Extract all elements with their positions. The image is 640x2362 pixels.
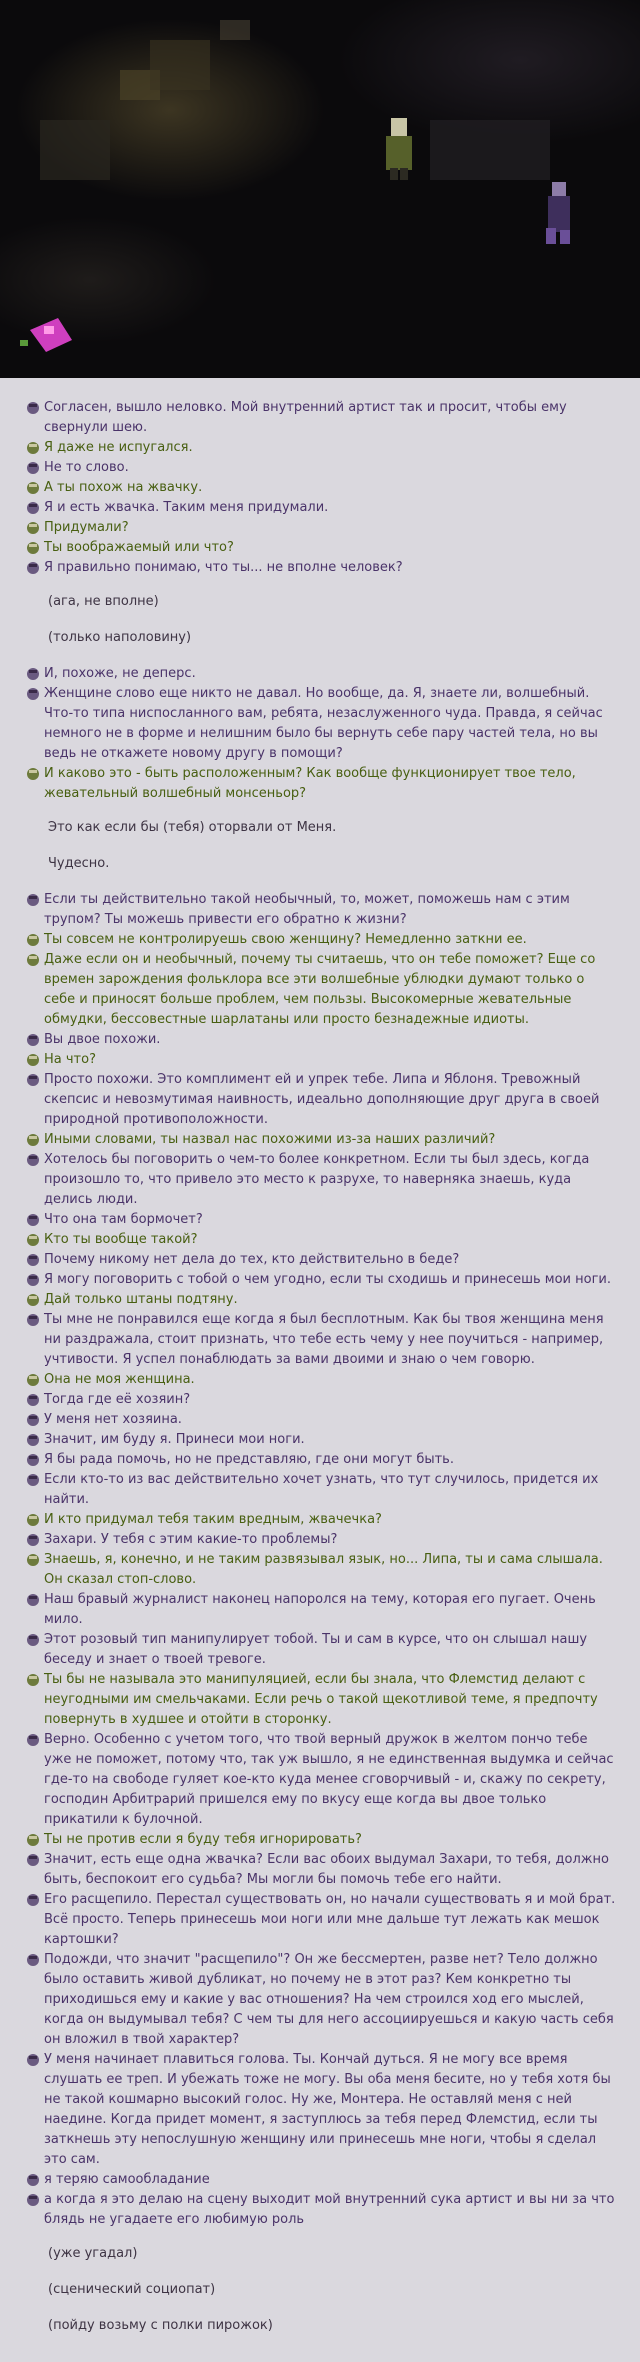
- purple-speaker-icon: [26, 1853, 40, 1867]
- dialogue-text: Даже если он и необычный, почему ты считаешь, что он тебе поможет? Еще со времен зарождения фольклора все эти волшебные ублюдки думают только о себе и приносят больше проблем, чем пользы. Высокомерные жевательные обмудки, бессовестные шарлатаны или просто безнадежные идиоты.: [44, 952, 596, 1027]
- dialogue-text: Знаешь, я, конечно, и не таким развязывал язык, но... Липа, ты и сама слышала. Он сказал стоп-слово.: [44, 1552, 603, 1587]
- purple-speaker-icon: [26, 1533, 40, 1547]
- dialogue-line: [26, 1390, 618, 1410]
- dialogue-text: Его расщепило. Перестал существовать он, но начали существовать я и мой брат. Всё просто. Теперь принесешь мои ноги или мне дальше тут лежать как мешок картошки?: [44, 1892, 616, 1947]
- purple-speaker-icon: [26, 2173, 40, 2187]
- dialogue-line: [26, 1410, 618, 1430]
- purple-speaker-icon: [26, 1273, 40, 1287]
- dialogue-line: [26, 1150, 618, 1210]
- narration-note: [26, 628, 618, 648]
- dialogue-line: [26, 1070, 618, 1130]
- purple-speaker-icon: [26, 1473, 40, 1487]
- green-speaker-icon: [26, 933, 40, 947]
- dialogue-text: Кто ты вообще такой?: [44, 1232, 198, 1247]
- dialogue-line: [26, 1130, 618, 1150]
- purple-speaker-icon: [26, 1073, 40, 1087]
- game-scene: [0, 0, 640, 378]
- purple-speaker-icon: [26, 1313, 40, 1327]
- dialogue-text: Я даже не испугался.: [44, 440, 193, 455]
- dialogue-text: Ты бы не называла это манипуляцией, если бы знала, что Флемстид делают с неугодными им смельчаками. Если речь о такой щекотливой теме, я предпочту повернуть в худшее и отойти в сторонку.: [44, 1672, 598, 1727]
- dialogue-text: Захари. У тебя с этим какие-то проблемы?: [44, 1532, 338, 1547]
- purple-speaker-icon: [26, 1033, 40, 1047]
- dialogue-text: (уже угадал): [48, 2246, 138, 2261]
- purple-speaker-icon: [26, 561, 40, 575]
- purple-speaker-icon: [26, 1433, 40, 1447]
- dialogue-text: Это как если бы (тебя) оторвали от Меня.: [48, 820, 337, 835]
- dialogue-line: [26, 1450, 618, 1470]
- dialogue-line: [26, 1290, 618, 1310]
- purple-speaker-icon: [26, 1253, 40, 1267]
- purple-speaker-icon: [26, 1633, 40, 1647]
- dialogue-text: Она не моя женщина.: [44, 1372, 195, 1387]
- purple-speaker-icon: [26, 1593, 40, 1607]
- narration-note: [26, 854, 618, 874]
- glowing-pink-object: [20, 318, 72, 352]
- purple-speaker-icon: [26, 461, 40, 475]
- dialogue-line: [26, 1950, 618, 2050]
- dialogue-line: [26, 890, 618, 930]
- dialogue-line: [26, 458, 618, 478]
- purple-speaker-icon: [26, 501, 40, 515]
- dialogue-text: Если кто-то из вас действительно хочет узнать, что тут случилось, придется их найти.: [44, 1472, 599, 1507]
- purple-speaker-icon: [26, 1893, 40, 1907]
- green-speaker-icon: [26, 481, 40, 495]
- dialogue-text: И каково это - быть расположенным? Как вообще функционирует твое тело, жевательный волшебный монсеньор?: [44, 766, 576, 801]
- dialogue-text: Женщине слово еще никто не давал. Но вообще, да. Я, знаете ли, волшебный. Что-то типа ниспосланного вам, ребята, незаслуженного чуда. Правда, я сейчас немного не в форме и нелишним было бы вернуть себе пару частей тела, но вы ведь не откажете новому другу в помощи?: [44, 686, 603, 761]
- dialogue-text: Иными словами, ты назвал нас похожими из-за наших различий?: [44, 1132, 496, 1147]
- dialogue-text: Ты не против если я буду тебя игнорировать?: [44, 1832, 362, 1847]
- narration-note: [26, 2316, 618, 2336]
- dialogue-line: [26, 1850, 618, 1890]
- dialogue-text: Ты совсем не контролируешь свою женщину? Немедленно заткни ее.: [44, 932, 527, 947]
- dialogue-line: [26, 398, 618, 438]
- dialogue-text: Не то слово.: [44, 460, 129, 475]
- dialogue-text: Почему никому нет дела до тех, кто действительно в беде?: [44, 1252, 460, 1267]
- purple-speaker-icon: [26, 1153, 40, 1167]
- green-speaker-icon: [26, 1673, 40, 1687]
- dialogue-text: Этот розовый тип манипулирует тобой. Ты и сам в курсе, что он слышал нашу беседу и знает о твоей тревоге.: [44, 1632, 588, 1667]
- dialogue-line: [26, 558, 618, 578]
- purple-speaker-icon: [26, 2193, 40, 2207]
- purple-speaker-icon: [26, 2053, 40, 2067]
- green-character-sprite: [386, 118, 412, 180]
- dialogue-text: Согласен, вышло неловко. Мой внутренний артист так и просит, чтобы ему свернули шею.: [44, 400, 567, 435]
- dialogue-line: [26, 1430, 618, 1450]
- dialogue-line: [26, 1310, 618, 1370]
- green-speaker-icon: [26, 521, 40, 535]
- dialogue-text: (пойду возьму с полки пирожок): [48, 2318, 273, 2333]
- narration-note: [26, 2244, 618, 2264]
- dialogue-text: И, похоже, не деперс.: [44, 666, 196, 681]
- green-speaker-icon: [26, 1293, 40, 1307]
- dialogue-text: И кто придумал тебя таким вредным, жвачечка?: [44, 1512, 382, 1527]
- purple-speaker-icon: [26, 667, 40, 681]
- dialogue-line: [26, 478, 618, 498]
- dialogue-line: [26, 1030, 618, 1050]
- dialogue-text: (только наполовину): [48, 630, 192, 645]
- green-speaker-icon: [26, 541, 40, 555]
- green-speaker-icon: [26, 767, 40, 781]
- dialogue-text: Тогда где её хозяин?: [44, 1392, 191, 1407]
- dialogue-log: [0, 378, 640, 2362]
- green-speaker-icon: [26, 1053, 40, 1067]
- purple-speaker-icon: [26, 687, 40, 701]
- dialogue-text: Придумали?: [44, 520, 129, 535]
- dialogue-line: [26, 1250, 618, 1270]
- dialogue-line: [26, 1630, 618, 1670]
- dialogue-line: [26, 498, 618, 518]
- purple-speaker-icon: [26, 1413, 40, 1427]
- dialogue-text: Что она там бормочет?: [44, 1212, 203, 1227]
- dialogue-text: А ты похож на жвачку.: [44, 480, 203, 495]
- dialogue-text: Просто похожи. Это комплимент ей и упрек тебе. Липа и Яблоня. Тревожный скепсис и невозмутимая наивность, идеально дополняющие друг друга в своей природной противоположности.: [44, 1072, 600, 1127]
- green-speaker-icon: [26, 1553, 40, 1567]
- purple-speaker-icon: [26, 1393, 40, 1407]
- dialogue-text: У меня начинает плавиться голова. Ты. Кончай дуться. Я не могу все время слушать ее треп. И убежать тоже не могу. Вы оба меня бесите, но у тебя хотя бы не такой кошмарно высокий голос. Ну же, Монтера. Не оставляй меня с ней наедине. Когда придет момент, я заступлюсь за тебя перед Флемстид, если ты заткнешь эту непослушную женщину или принесешь мне ноги, чтобы я сделал это сам.: [44, 2052, 611, 2167]
- dialogue-line: [26, 538, 618, 558]
- dialogue-text: Ты мне не понравился еще когда я был бесплотным. Как бы твоя женщина меня ни раздражала, стоит признать, что тебе есть чему у нее поучиться - например, учтивости. Я успел понаблюдать за вами двоими и знаю о чем говорю.: [44, 1312, 604, 1367]
- green-speaker-icon: [26, 1373, 40, 1387]
- dialogue-line: [26, 2190, 618, 2230]
- dialogue-text: Ты воображаемый или что?: [44, 540, 234, 555]
- dialogue-line: [26, 1530, 618, 1550]
- dialogue-line: [26, 1590, 618, 1630]
- dialogue-text: а когда я это делаю на сцену выходит мой внутренний сука артист и вы ни за что блядь не угадаете его любимую роль: [44, 2192, 615, 2227]
- narration-note: [26, 818, 618, 838]
- purple-speaker-icon: [26, 1953, 40, 1967]
- narration-note: [26, 592, 618, 612]
- scene-art: [0, 0, 640, 378]
- dialogue-text: я теряю самообладание: [44, 2172, 210, 2187]
- green-speaker-icon: [26, 1133, 40, 1147]
- dialogue-line: [26, 2170, 618, 2190]
- dialogue-line: [26, 950, 618, 1030]
- dialogue-line: [26, 1830, 618, 1850]
- dialogue-text: Значит, им буду я. Принеси мои ноги.: [44, 1432, 305, 1447]
- dialogue-text: Наш бравый журналист наконец напоролся на тему, которая его пугает. Очень мило.: [44, 1592, 596, 1627]
- dialogue-line: [26, 764, 618, 804]
- dialogue-line: [26, 1510, 618, 1530]
- dialogue-line: [26, 1670, 618, 1730]
- dialogue-line: [26, 1470, 618, 1510]
- dialogue-line: [26, 1270, 618, 1290]
- dialogue-text: (сценический социопат): [48, 2282, 216, 2297]
- dialogue-text: Хотелось бы поговорить о чем-то более конкретном. Если ты был здесь, когда произошло то, что привело это место к разрухе, то наверняка знаешь, куда делись люди.: [44, 1152, 590, 1207]
- dialogue-text: (ага, не вполне): [48, 594, 159, 609]
- dialogue-line: [26, 930, 618, 950]
- purple-speaker-icon: [26, 401, 40, 415]
- dialogue-line: [26, 1210, 618, 1230]
- dialogue-line: [26, 1050, 618, 1070]
- purple-speaker-icon: [26, 893, 40, 907]
- dialogue-line: [26, 1550, 618, 1590]
- dialogue-line: [26, 664, 618, 684]
- dialogue-text: Если ты действительно такой необычный, то, может, поможешь нам с этим трупом? Ты можешь привести его обратно к жизни?: [44, 892, 570, 927]
- dialogue-line: [26, 1730, 618, 1830]
- purple-speaker-icon: [26, 1733, 40, 1747]
- dialogue-text: Значит, есть еще одна жвачка? Если вас обоих выдумал Захари, то тебя, должно быть, беспокоит его судьба? Мы могли бы помочь тебе его найти.: [44, 1852, 609, 1887]
- dialogue-text: Я правильно понимаю, что ты... не вполне человек?: [44, 560, 403, 575]
- narration-note: [26, 2280, 618, 2300]
- dialogue-line: [26, 684, 618, 764]
- dialogue-line: [26, 518, 618, 538]
- green-speaker-icon: [26, 1513, 40, 1527]
- purple-character-sprite: [546, 182, 570, 244]
- green-speaker-icon: [26, 441, 40, 455]
- purple-speaker-icon: [26, 1453, 40, 1467]
- dialogue-text: У меня нет хозяина.: [44, 1412, 182, 1427]
- dialogue-text: Я могу поговорить с тобой о чем угодно, если ты сходишь и принесешь мои ноги.: [44, 1272, 611, 1287]
- green-speaker-icon: [26, 1233, 40, 1247]
- green-speaker-icon: [26, 953, 40, 967]
- dialogue-text: Дай только штаны подтяну.: [44, 1292, 238, 1307]
- dialogue-line: [26, 1370, 618, 1390]
- dialogue-text: Я бы рада помочь, но не представляю, где они могут быть.: [44, 1452, 454, 1467]
- dialogue-line: [26, 438, 618, 458]
- dialogue-text: Я и есть жвачка. Таким меня придумали.: [44, 500, 329, 515]
- purple-speaker-icon: [26, 1213, 40, 1227]
- dialogue-text: Подожди, что значит "расщепило"? Он же бессмертен, разве нет? Тело должно было оставить живой дубликат, но почему не в этот раз? Кем конкретно ты приходишься ему и какие у вас отношения? На чем строился ход его мыслей, когда он выдумывал тебя? С чем ты для него ассоциируешься и какую часть себя он вложил в твой характер?: [44, 1952, 614, 2047]
- dialogue-line: [26, 2050, 618, 2170]
- green-speaker-icon: [26, 1833, 40, 1847]
- dialogue-text: На что?: [44, 1052, 96, 1067]
- dialogue-text: Верно. Особенно с учетом того, что твой верный дружок в желтом пончо тебе уже не поможет, потому что, так уж вышло, я не единственная выдумка и сейчас где-то на свободе гуляет кое-кто куда менее сговорчивый - и, скажу по секрету, господин Арбитрарий пришелся ему по вкусу еще когда вы двое только прикатили к булочной.: [44, 1732, 614, 1827]
- dialogue-text: Вы двое похожи.: [44, 1032, 161, 1047]
- dialogue-line: [26, 1890, 618, 1950]
- dialogue-text: Чудесно.: [48, 856, 110, 871]
- dialogue-line: [26, 1230, 618, 1250]
